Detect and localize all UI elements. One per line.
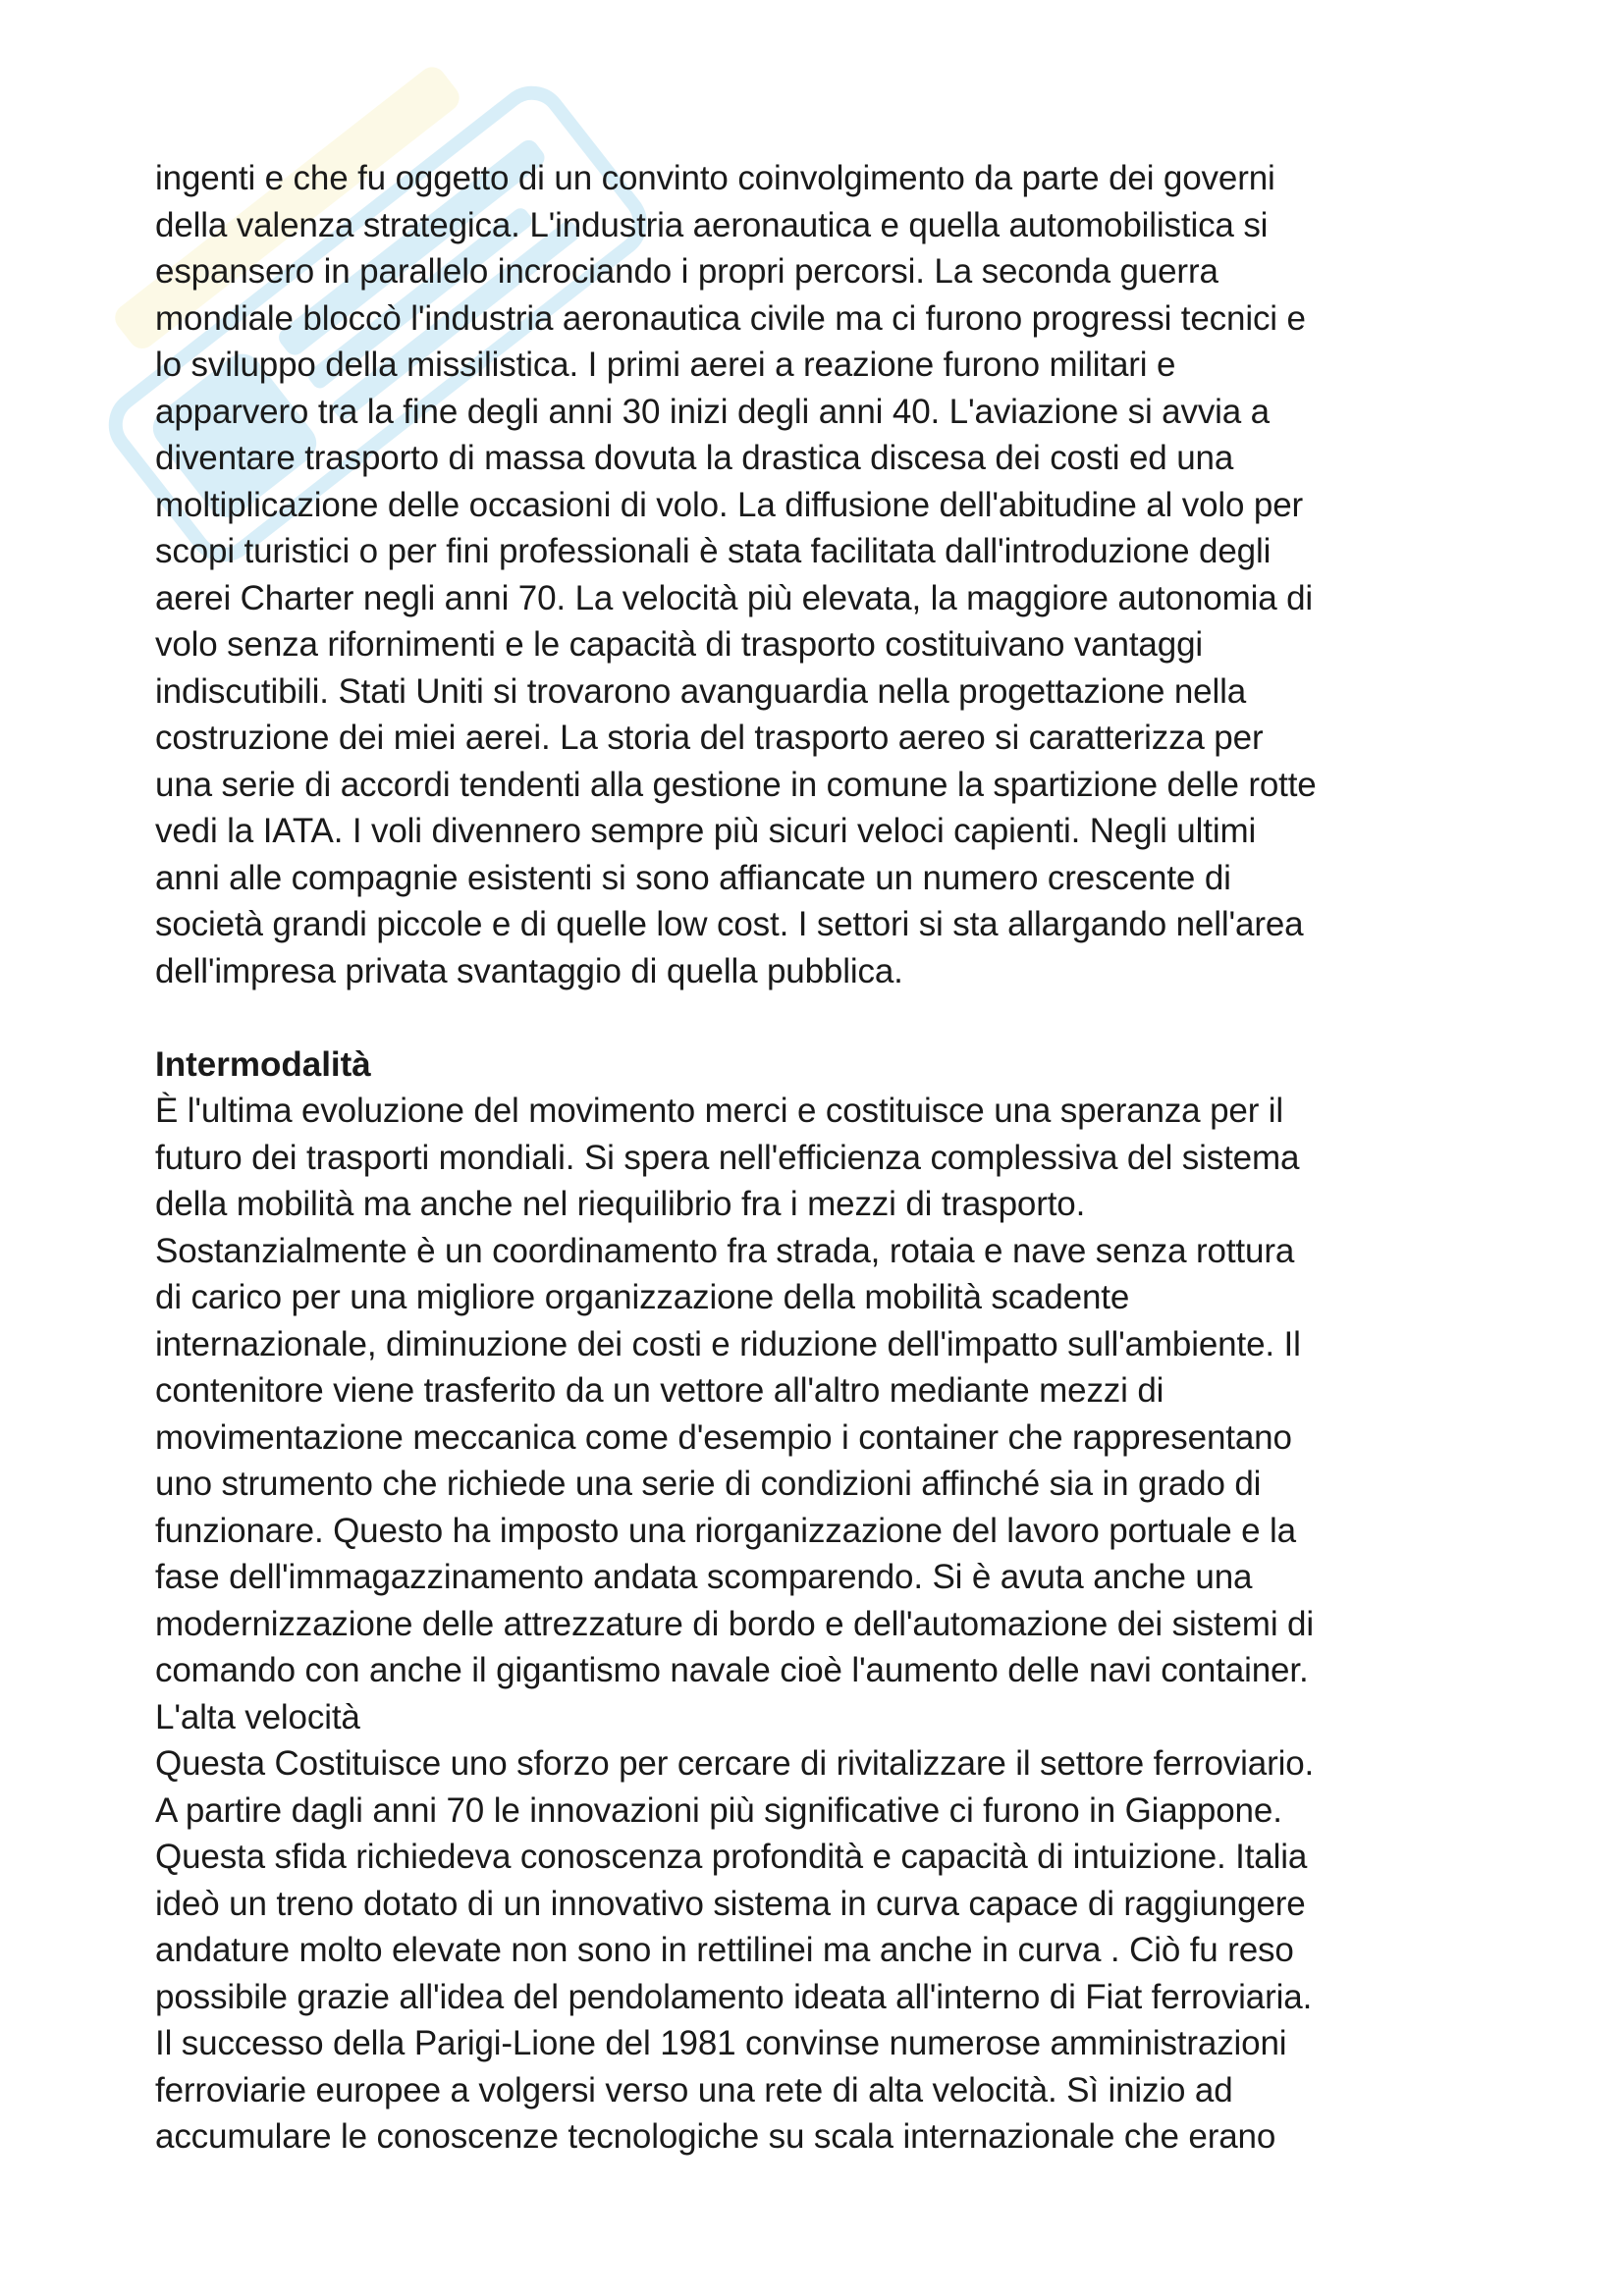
text-line: movimentazione meccanica come d'esempio i container che rappresentano <box>155 1417 1292 1457</box>
text-line: indiscutibili. Stati Uniti si trovarono avanguardia nella progettazione nella <box>155 671 1247 711</box>
text-line: ingenti e che fu oggetto di un convinto coinvolgimento da parte dei governi <box>155 159 1275 197</box>
text-line: anni alle compagnie esistenti si sono affiancate un numero crescente di <box>155 858 1231 897</box>
text-line: espansero in parallelo incrociando i propri percorsi. La seconda guerra <box>155 252 1218 291</box>
text-line: dell'impresa privata svantaggio di quella pubblica. <box>155 951 903 990</box>
text-line: una serie di accordi tendenti alla gestione in comune la spartizione delle rotte <box>155 765 1317 804</box>
text-line: ideò un treno dotato di un innovativo sistema in curva capace di raggiungere <box>155 1884 1306 1923</box>
text-line: uno strumento che richiede una serie di condizioni affinché sia in grado di <box>155 1465 1262 1503</box>
text-line: Questa sfida richiedeva conoscenza profondità e capacità di intuizione. Italia <box>155 1838 1308 1876</box>
text-line: Sostanzialmente è un coordinamento fra strada, rotaia e nave senza rottura <box>155 1231 1295 1270</box>
text-line: vedi la IATA. I voli divennero sempre più sicuri veloci capienti. Negli ultimi <box>155 812 1257 850</box>
text-line: contenitore viene trasferito da un vettore all'altro mediante mezzi di <box>155 1371 1164 1410</box>
text-line: funzionare. Questo ha imposto una riorganizzazione del lavoro portuale e la <box>155 1511 1296 1550</box>
text-line: È l'ultima evoluzione del movimento merci e costituisce una speranza per il <box>155 1092 1284 1130</box>
text-line: possibile grazie all'idea del pendolamento ideata all'interno di Fiat ferroviaria. <box>155 1977 1313 2016</box>
text-line: diventare trasporto di massa dovuta la drastica discesa dei costi ed una <box>155 439 1234 477</box>
text-line: di carico per una migliore organizzazione della mobilità scadente <box>155 1278 1130 1316</box>
text-line: accumulare le conoscenze tecnologiche su scala internazionale che erano <box>155 2117 1276 2156</box>
text-line: fase dell'immagazzinamento andata scomparendo. Si è avuta anche una <box>155 1558 1253 1596</box>
text-line: della mobilità ma anche nel riequilibrio fra i mezzi di trasporto. <box>155 1185 1086 1223</box>
text-line: apparvero tra la fine degli anni 30 inizi degli anni 40. L'aviazione si avvia a <box>155 392 1270 431</box>
text-line: volo senza rifornimenti e le capacità di trasporto costituivano vantaggi <box>155 625 1204 664</box>
text-line: Il successo della Parigi-Lione del 1981 convinse numerose amministrazioni <box>155 2024 1287 2062</box>
subheading-line: L'alta velocità <box>155 1697 360 1736</box>
text-line: della valenza strategica. L'industria aeronautica e quella automobilistica si <box>155 205 1269 244</box>
text-line: andature molto elevate non sono in rettilinei ma anche in curva . Ciò fu reso <box>155 1931 1294 1969</box>
document-page <box>155 155 1490 2161</box>
text-line: scopi turistici o per fini professionali è stata facilitata dall'introduzione degli <box>155 532 1272 570</box>
text-line: A partire dagli anni 70 le innovazioni più significative ci furono in Giappone. <box>155 1790 1282 1830</box>
text-line: internazionale, diminuzione dei costi e riduzione dell'impatto sull'ambiente. Il <box>155 1324 1301 1363</box>
paragraph-aviation <box>155 155 1490 994</box>
text-line: futuro dei trasporti mondiali. Si spera nell'efficienza complessiva del sistema <box>155 1138 1300 1177</box>
text-line: società grandi piccole e di quelle low cost. I settori si sta allargando nell'area <box>155 905 1304 943</box>
section-heading: Intermodalità <box>155 1044 371 1084</box>
text-line: moltiplicazione delle occasioni di volo. La diffusione dell'abitudine al volo per <box>155 485 1304 524</box>
text-line: lo sviluppo della missilistica. I primi aerei a reazione furono militari e <box>155 346 1176 384</box>
text-line: mondiale bloccò l'industria aeronautica civile ma ci furono progressi tecnici e <box>155 298 1306 338</box>
text-line: modernizzazione delle attrezzature di bordo e dell'automazione dei sistemi di <box>155 1604 1314 1643</box>
text-line: comando con anche il gigantismo navale cioè l'aumento delle navi container. <box>155 1651 1309 1689</box>
text-line: ferroviarie europee a volgersi verso una rete di alta velocità. Sì inizio ad <box>155 2070 1233 2109</box>
text-line: costruzione dei miei aerei. La storia del trasporto aereo si caratterizza per <box>155 719 1264 757</box>
paragraph-spacer <box>155 994 1490 1041</box>
paragraph-intermodality <box>155 1088 1490 2161</box>
text-line: Questa Costituisce uno sforzo per cercare di rivitalizzare il settore ferroviario. <box>155 1744 1315 1783</box>
text-line: aerei Charter negli anni 70. La velocità più elevata, la maggiore autonomia di <box>155 578 1314 617</box>
